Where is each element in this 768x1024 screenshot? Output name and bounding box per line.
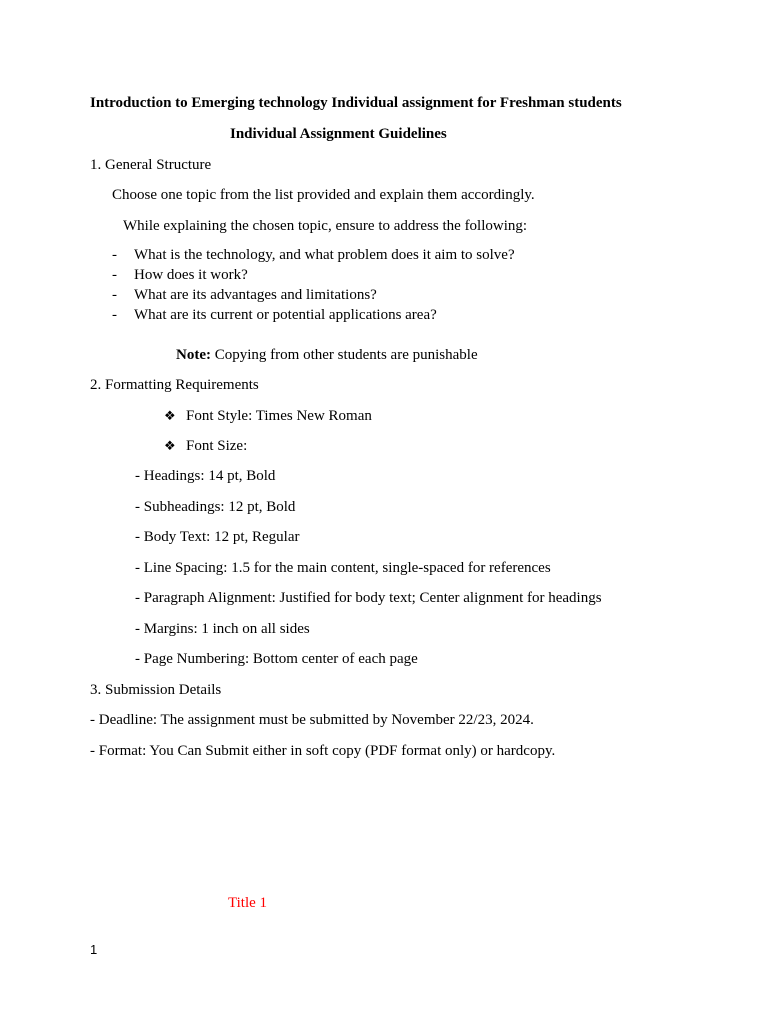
question-text: What are its advantages and limitations? — [134, 287, 377, 303]
section1-instruction: While explaining the chosen topic, ensure to address the following: — [123, 218, 528, 234]
font-size-text: Font Size: — [186, 438, 248, 454]
list-item — [112, 245, 515, 265]
diamond-bullet-icon: ❖ — [164, 409, 176, 424]
format-item-page-numbering: - Page Numbering: Bottom center of each page — [135, 651, 418, 667]
font-style-item — [164, 406, 372, 427]
section2-heading: 2. Formatting Requirements — [90, 377, 259, 393]
format-item-headings: - Headings: 14 pt, Bold — [135, 468, 276, 484]
font-size-item — [164, 436, 247, 457]
format-item-body-text: - Body Text: 12 pt, Regular — [135, 529, 300, 545]
font-style-text: Font Style: Times New Roman — [186, 408, 372, 424]
format-item-margins: - Margins: 1 inch on all sides — [135, 621, 310, 637]
bullet-dash: - — [112, 287, 117, 303]
format-item-alignment: - Paragraph Alignment: Justified for body text; Center alignment for headings — [135, 590, 602, 606]
list-item — [112, 305, 515, 325]
bullet-dash: - — [112, 247, 117, 263]
section1-heading: 1. General Structure — [90, 157, 212, 173]
section3-heading: 3. Submission Details — [90, 682, 222, 698]
footer-title: Title 1 — [228, 895, 268, 911]
note-label: Note: — [176, 347, 211, 363]
bullet-dash: - — [112, 307, 117, 323]
format-item-line-spacing: - Line Spacing: 1.5 for the main content, single-spaced for references — [135, 560, 551, 576]
question-text: What are its current or potential applications area? — [134, 307, 437, 323]
document-subtitle: Individual Assignment Guidelines — [230, 126, 447, 142]
section1-intro: Choose one topic from the list provided and explain them accordingly. — [112, 187, 535, 203]
bullet-dash: - — [112, 267, 117, 283]
format-text: - Format: You Can Submit either in soft copy (PDF format only) or hardcopy. — [90, 743, 556, 759]
note-line — [176, 345, 478, 365]
page-number: 1 — [90, 942, 98, 957]
format-item-subheadings: - Subheadings: 12 pt, Bold — [135, 499, 296, 515]
question-text: How does it work? — [134, 267, 248, 283]
document-title: Introduction to Emerging technology Individual assignment for Freshman students — [90, 95, 622, 111]
list-item — [112, 265, 515, 285]
diamond-bullet-icon: ❖ — [164, 439, 176, 454]
deadline-text: - Deadline: The assignment must be submitted by November 22/23, 2024. — [90, 712, 534, 728]
note-text: Copying from other students are punishable — [210, 347, 478, 363]
list-item — [112, 285, 515, 305]
question-text: What is the technology, and what problem does it aim to solve? — [134, 247, 515, 263]
question-list — [112, 245, 515, 325]
